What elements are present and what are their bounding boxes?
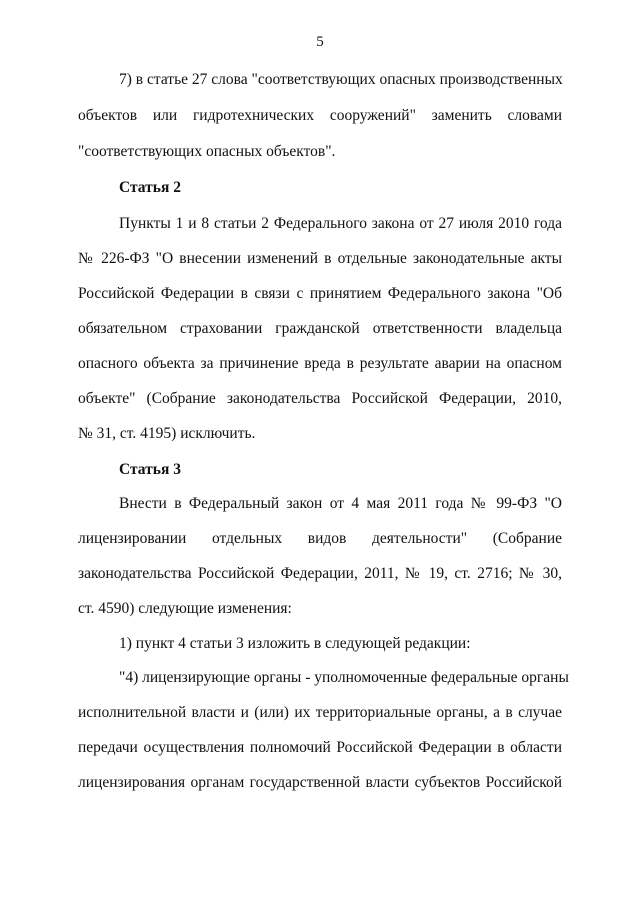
paragraph-line: обязательном страховании гражданской ответственности владельца (78, 320, 562, 337)
paragraph-line: "соответствующих опасных объектов". (78, 143, 336, 160)
paragraph-line: объекте" (Собрание законодательства Российской Федерации, 2010, (78, 390, 562, 407)
paragraph-line: "4) лицензирующие органы - уполномоченные федеральные органы (119, 669, 569, 686)
paragraph-line: объектов или гидротехнических сооружений" заменить словами (78, 107, 562, 124)
paragraph-line: передачи осуществления полномочий Российской Федерации в области (78, 739, 562, 756)
page-number: 5 (316, 34, 324, 50)
paragraph-line: Российской Федерации в связи с принятием Федерального закона "Об (78, 285, 562, 302)
paragraph-line: исполнительной власти и (или) их территориальные органы, а в случае (78, 704, 562, 721)
paragraph-line: 1) пункт 4 статьи 3 изложить в следующей редакции: (119, 635, 471, 652)
paragraph-line: Пункты 1 и 8 статьи 2 Федерального закона от 27 июля 2010 года (119, 215, 562, 232)
paragraph-line: законодательства Российской Федерации, 2011, № 19, ст. 2716; № 30, (78, 565, 562, 582)
paragraph-line: лицензировании отдельных видов деятельности" (Собрание (78, 530, 562, 547)
paragraph-line: № 31, ст. 4195) исключить. (78, 425, 256, 442)
article-2-heading: Статья 2 (119, 179, 181, 196)
paragraph-line: ст. 4590) следующие изменения: (78, 600, 292, 617)
paragraph-line: 7) в статье 27 слова "соответствующих опасных производственных (119, 71, 563, 88)
article-3-heading: Статья 3 (119, 461, 181, 478)
paragraph-line: опасного объекта за причинение вреда в результате аварии на опасном (78, 355, 562, 372)
paragraph-line: лицензирования органам государственной власти субъектов Российской (78, 774, 562, 791)
paragraph-line: № 226-ФЗ "О внесении изменений в отдельные законодательные акты (78, 250, 562, 267)
paragraph-line: Внести в Федеральный закон от 4 мая 2011 года № 99-ФЗ "О (119, 495, 562, 512)
